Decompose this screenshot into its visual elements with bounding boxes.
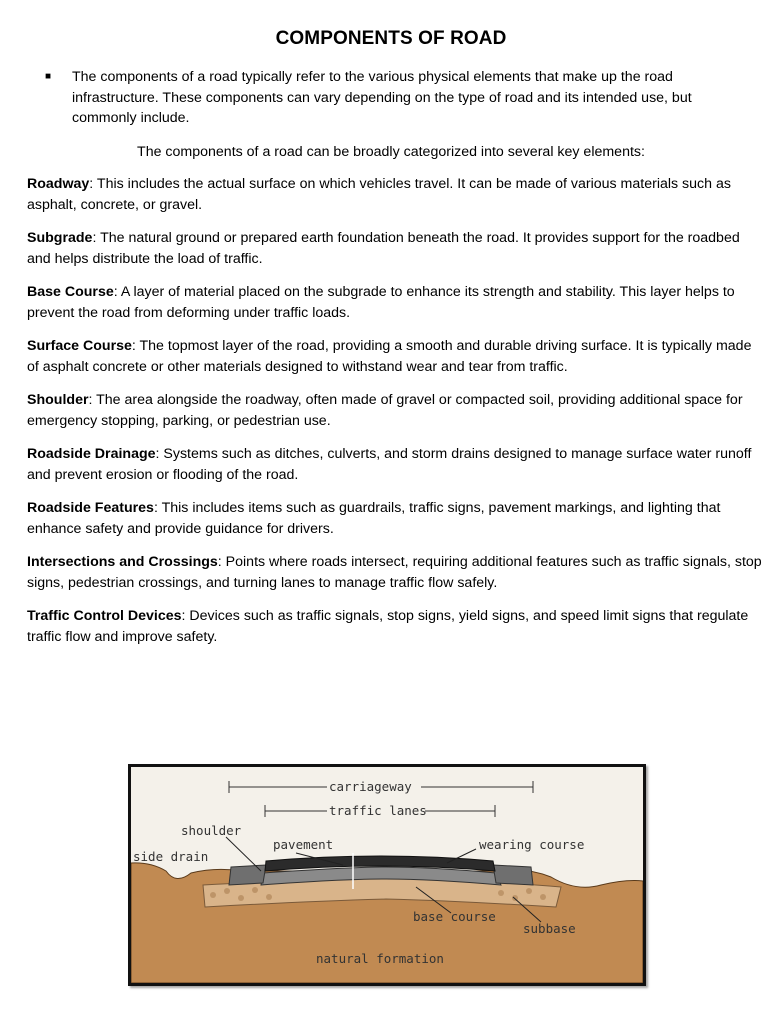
definition-text: : A layer of material placed on the subgrade to enhance its strength and stability. This layer helps to prevent the road from deforming under traffic loads. (27, 284, 735, 321)
definition-text: : Devices such as traffic signals, stop signs, yield signs, and speed limit signs that regulate traffic flow and improve safety. (27, 608, 749, 645)
definition-text: : The area alongside the roadway, often made of gravel or compacted soil, providing additional space for emergency stopping, parking, or pedestrian use. (27, 392, 743, 429)
definition-term: Base Course (27, 284, 114, 300)
definition-roadway (27, 174, 762, 215)
subbase-label: subbase (523, 921, 576, 936)
bullet-square-icon: ■ (45, 71, 52, 82)
pavement-label: pavement (273, 837, 334, 852)
natural-formation-label: natural formation (316, 951, 444, 966)
road-cross-section-figure (128, 764, 646, 986)
definition-term: Roadway (27, 176, 90, 192)
definition-text: : The natural ground or prepared earth foundation beneath the road. It provides support for the roadbed and helps distribute the load of traffic. (27, 230, 740, 267)
definition-text: : Systems such as ditches, culverts, and storm drains designed to manage surface water runoff and prevent erosion or flooding of the road. (27, 446, 752, 483)
definition-intersections-crossings (27, 552, 762, 593)
definition-roadside-drainage (27, 444, 762, 485)
traffic-lanes-label: traffic lanes (329, 803, 427, 818)
definition-text: : Points where roads intersect, requiring additional features such as traffic signals, stop signs, pedestrian crossings, and turning lanes to manage traffic flow safely. (27, 554, 762, 591)
definition-term: Intersections and Crossings (27, 554, 218, 570)
shoulder-label: shoulder (181, 823, 242, 838)
definition-term: Shoulder (27, 392, 89, 408)
base-course-label: base course (413, 909, 496, 924)
carriageway-label: carriageway (329, 779, 412, 794)
wearing-course-label: wearing course (479, 837, 585, 852)
page-title: COMPONENTS OF ROAD (275, 28, 507, 49)
definition-term: Subgrade (27, 230, 93, 246)
definition-roadside-features (27, 498, 762, 539)
definition-term: Surface Course (27, 338, 132, 354)
left-shoulder (229, 865, 266, 885)
definition-term: Roadside Features (27, 500, 154, 516)
definition-shoulder (27, 390, 762, 431)
road-cross-section-diagram (131, 767, 643, 983)
definition-term: Roadside Drainage (27, 446, 156, 462)
intro-paragraph: The components of a road can be broadly categorized into several key elements: (137, 144, 645, 160)
bullet-text: The components of a road typically refer to the various physical elements that make up the road infrastructure. These components can vary depending on the type of road and its intended use, but commonly include. (72, 69, 692, 126)
definition-subgrade (27, 228, 762, 269)
definition-term: Traffic Control Devices (27, 608, 182, 624)
definition-traffic-control-devices (27, 606, 762, 647)
definition-surface-course (27, 336, 762, 377)
definition-text: : The topmost layer of the road, providing a smooth and durable driving surface. It is typically made of asphalt concrete or other materials designed to withstand wear and tear from traffic. (27, 338, 752, 375)
definition-text: : This includes items such as guardrails, traffic signs, pavement markings, and lighting that enhance safety and provide guidance for drivers. (27, 500, 721, 537)
side-drain-label: side drain (133, 849, 209, 864)
right-shoulder (493, 865, 533, 885)
definition-base-course (27, 282, 762, 323)
definitions-list (27, 174, 762, 660)
bullet-list-item (45, 67, 745, 129)
definition-text: : This includes the actual surface on which vehicles travel. It can be made of various materials such as asphalt, concrete, or gravel. (27, 176, 731, 213)
